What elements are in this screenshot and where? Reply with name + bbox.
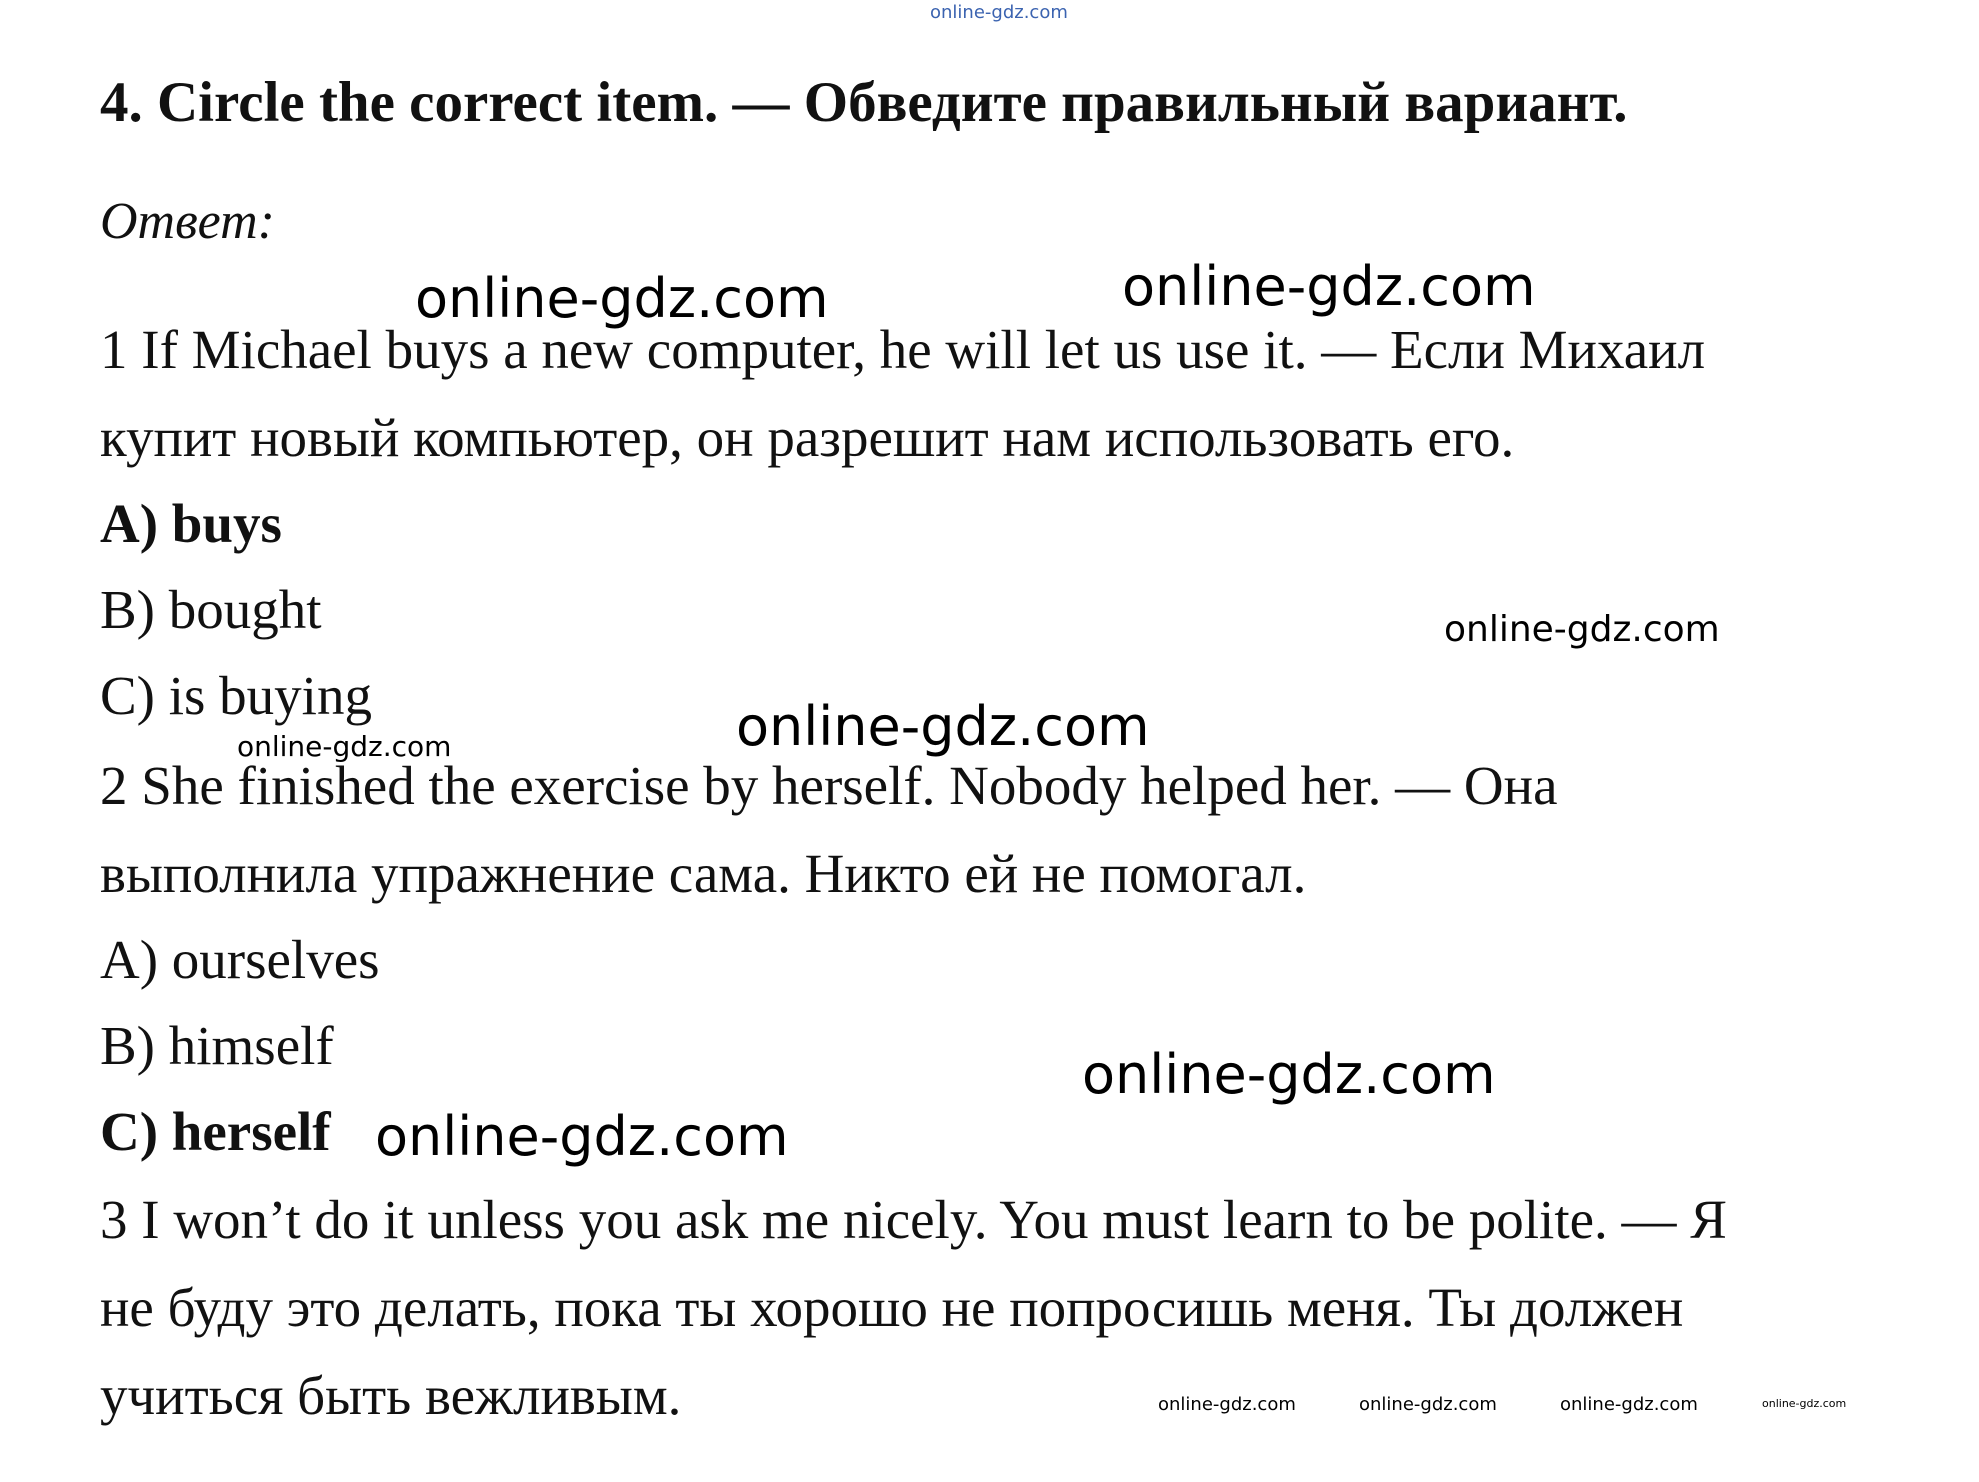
question-1-line-1: 1 If Michael buys a new computer, he will let us use it. — Если Михаил xyxy=(100,319,1706,380)
watermark: online-gdz.com xyxy=(1762,1397,1847,1410)
watermark: online-gdz.com xyxy=(1122,255,1536,318)
watermark: online-gdz.com xyxy=(415,267,829,330)
question-2-line-1: 2 She finished the exercise by herself. Nobody helped her. — Она xyxy=(100,755,1558,816)
task-heading: 4. Circle the correct item. — Обведите правильный вариант. xyxy=(100,71,1628,134)
top-watermark: online-gdz.com xyxy=(930,2,1068,23)
question-1-option-b: B) bought xyxy=(100,579,322,640)
question-2-option-b: B) himself xyxy=(100,1015,334,1076)
question-3-line-1: 3 I won’t do it unless you ask me nicely. You must learn to be polite. — Я xyxy=(100,1189,1727,1250)
answer-label: Ответ: xyxy=(100,193,275,250)
question-2-option-c: C) herself xyxy=(100,1101,331,1162)
watermark: online-gdz.com xyxy=(375,1105,789,1168)
watermark: online-gdz.com xyxy=(1158,1394,1296,1415)
question-3-line-2: не буду это делать, пока ты хорошо не попросишь меня. Ты должен xyxy=(100,1277,1684,1338)
question-3-line-3: учиться быть вежливым. xyxy=(100,1365,682,1426)
question-2-option-a: A) ourselves xyxy=(100,929,380,990)
question-2-line-2: выполнила упражнение сама. Никто ей не помогал. xyxy=(100,843,1307,904)
watermark: online-gdz.com xyxy=(1560,1394,1698,1415)
watermark: online-gdz.com xyxy=(1082,1043,1496,1106)
question-1-option-c: C) is buying xyxy=(100,665,372,726)
watermark: online-gdz.com xyxy=(237,730,452,763)
question-1-line-2: купит новый компьютер, он разрешит нам использовать его. xyxy=(100,407,1515,468)
watermark: online-gdz.com xyxy=(1359,1394,1497,1415)
watermark: online-gdz.com xyxy=(736,695,1150,758)
watermark: online-gdz.com xyxy=(1444,609,1720,650)
question-1-option-a: A) buys xyxy=(100,493,282,554)
